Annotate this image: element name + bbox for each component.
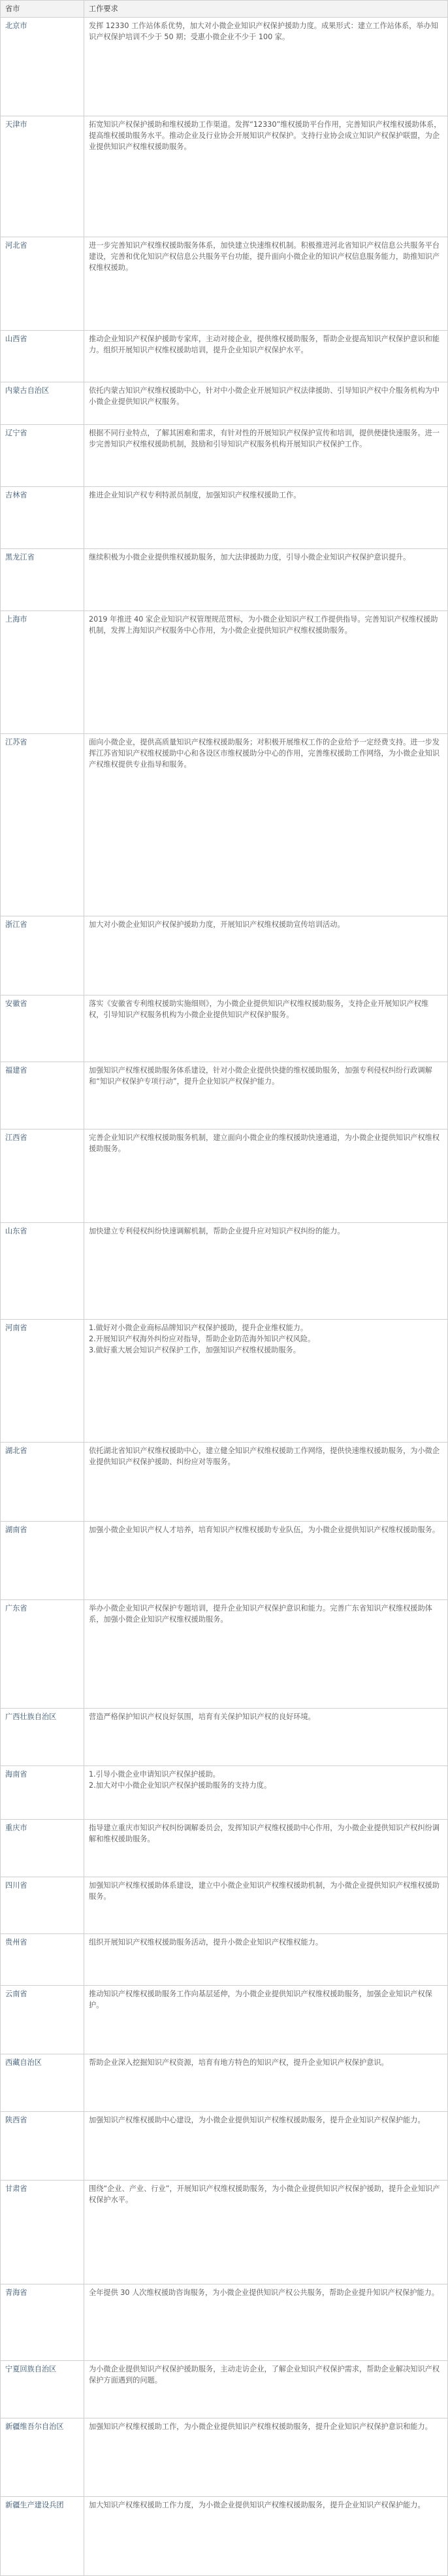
requirement-cell — [84, 1222, 448, 1319]
table-row — [1, 1709, 448, 1765]
requirement-cell — [84, 995, 448, 1062]
region-cell: 河北省 — [1, 237, 84, 331]
header-requirement: 工作要求 — [84, 1, 448, 18]
table-row — [1, 1062, 448, 1129]
requirement-text: 拓宽知识产权保护援助和维权援助工作渠道。发挥“12330”维权援助平台作用，完善知识产权维权援助体系，提高维权援助服务水平。推动企业及行业协会开展知识产权保护。支持行业协会成立知识产权保护联盟，为企业提供知识产权维权援助服务。 — [89, 120, 441, 151]
table-row — [1, 1319, 448, 1442]
table-row — [1, 424, 448, 486]
requirement-text: 举办小微企业知识产权保护专题培训，提升企业知识产权保护意识和能力。完善广东省知识产权维权援助体系，加强小微企业知识产权维权援助服务。 — [89, 1604, 432, 1624]
requirement-cell — [84, 18, 448, 116]
requirement-cell — [84, 116, 448, 237]
requirement-text: 围绕“企业、产业、行业”，开展知识产权维权援助服务，为小微企业提供知识产权保护援助，提升企业知识产权保护水平。 — [89, 2184, 440, 2205]
requirement-text: 落实《安徽省专利维权援助实施细则》，为小微企业提供知识产权维权援助服务，支持企业开展知识产权维权，引导知识产权服务机构为小微企业提供知识产权保护服务。 — [89, 999, 429, 1019]
table-row — [1, 2497, 448, 2576]
table-row — [1, 611, 448, 733]
table-row — [1, 2111, 448, 2181]
table-row — [1, 382, 448, 424]
table-row — [1, 1129, 448, 1222]
requirement-cell — [84, 1319, 448, 1442]
table-row — [1, 18, 448, 116]
region-cell: 新疆生产建设兵团 — [1, 2497, 84, 2576]
region-cell: 湖北省 — [1, 1443, 84, 1522]
region-cell: 广西壮族自治区 — [1, 1709, 84, 1765]
table-row — [1, 2181, 448, 2284]
region-cell: 福建省 — [1, 1062, 84, 1129]
requirement-text: 组织开展知识产权维权援助服务活动，提升小微企业知识产权维权能力。 — [89, 1938, 323, 1947]
table-row — [1, 2054, 448, 2111]
requirement-cell — [84, 734, 448, 916]
requirement-text: 加强小微企业知识产权人才培养，培育知识产权维权援助专业队伍，为小微企业提供知识产权维权援助服务。 — [89, 1525, 440, 1534]
table-row — [1, 1877, 448, 1933]
requirement-cell — [84, 486, 448, 548]
region-cell: 西藏自治区 — [1, 2054, 84, 2111]
table-row — [1, 1600, 448, 1709]
region-cell: 河南省 — [1, 1319, 84, 1442]
requirement-cell — [84, 382, 448, 424]
region-cell: 上海市 — [1, 611, 84, 733]
requirement-cell — [84, 1934, 448, 1985]
region-cell: 广东省 — [1, 1600, 84, 1709]
region-cell: 山东省 — [1, 1222, 84, 1319]
requirement-cell — [84, 2361, 448, 2418]
region-cell: 青海省 — [1, 2284, 84, 2361]
requirement-text: 根据不同行业特点，了解其困难和需求，有针对性的开展知识产权保护宣传和培训，提供便捷快速服务。进一步完善知识产权维权援助机制，鼓励和引导知识产权服务机构开展知识产权保护工作。 — [89, 428, 440, 448]
region-cell: 天津市 — [1, 116, 84, 237]
region-cell: 四川省 — [1, 1877, 84, 1933]
table-row — [1, 1820, 448, 1877]
header-region: 省市 — [1, 1, 84, 18]
region-cell: 江西省 — [1, 1129, 84, 1222]
requirement-text: 2.开展知识产权海外纠纷应对指导，帮助企业防范海外知识产权风险。 — [89, 1334, 315, 1343]
table-row — [1, 116, 448, 237]
requirement-cell — [84, 1600, 448, 1709]
requirement-text: 1.做好对小微企业商标品牌知识产权保护援助，提升企业维权能力。 — [89, 1323, 308, 1332]
requirement-cell — [84, 331, 448, 382]
region-cell: 甘肃省 — [1, 2181, 84, 2284]
requirement-cell — [84, 611, 448, 733]
requirement-text: 完善企业知识产权维权援助服务机制，建立面向小微企业的维权援助快速通道，为小微企业提供知识产权维权援助服务。 — [89, 1133, 440, 1153]
requirement-cell — [84, 916, 448, 995]
table-row — [1, 1443, 448, 1522]
requirement-cell — [84, 1765, 448, 1820]
region-cell: 黑龙江省 — [1, 548, 84, 611]
region-cell: 江苏省 — [1, 734, 84, 916]
requirement-cell — [84, 1062, 448, 1129]
requirement-text: 加大知识产权维权援助工作力度，为小微企业提供知识产权维权援助服务，提升企业知识产权保护能力。 — [89, 2501, 425, 2510]
requirement-text: 1.引导小微企业申请知识产权保护援助。 — [89, 1769, 220, 1779]
requirement-cell — [84, 1443, 448, 1522]
requirement-cell — [84, 2418, 448, 2497]
requirement-text: 加强知识产权维权援助工作，为小微企业提供知识产权维权援助服务，提升企业知识产权保护意识和能力。 — [89, 2422, 432, 2431]
requirement-text: 面向小微企业，提供高质量知识产权维权援助服务；对积极开展维权工作的企业给予一定经费支持。进一步发挥江苏省知识产权维权援助中心和各设区市维权援助分中心的作用，完善维权援助工作网络，为小微企业知识产权维权提供专业指导和服务。 — [89, 738, 440, 769]
requirement-cell — [84, 424, 448, 486]
table-row — [1, 2361, 448, 2418]
region-cell: 重庆市 — [1, 1820, 84, 1877]
requirement-cell — [84, 1820, 448, 1877]
requirement-cell — [84, 1877, 448, 1933]
region-cell: 山西省 — [1, 331, 84, 382]
table-row — [1, 2284, 448, 2361]
table-row — [1, 2418, 448, 2497]
requirement-cell — [84, 2181, 448, 2284]
region-cell: 陕西省 — [1, 2111, 84, 2181]
table-row — [1, 548, 448, 611]
requirement-text: 指导建立重庆市知识产权纠纷调解委员会，发挥知识产权维权援助中心作用，为小微企业提供知识产权纠纷调解和维权援助服务。 — [89, 1824, 440, 1844]
region-cell: 吉林省 — [1, 486, 84, 548]
requirement-cell — [84, 548, 448, 611]
requirement-text: 3.做好重大展会知识产权保护工作，加强知识产权维权援助服务。 — [89, 1345, 300, 1354]
requirement-text: 帮助企业深入挖掘知识产权资源，培育有地方特色的知识产权，提升企业知识产权保护意识。 — [89, 2058, 389, 2067]
requirement-text: 依托内蒙古知识产权维权援助中心，针对中小微企业开展知识产权法律援助、引导知识产权中介服务机构为中小微企业提供知识产权服务。 — [89, 386, 440, 406]
region-cell: 云南省 — [1, 1985, 84, 2054]
requirement-text: 加强知识产权维权援助中心建设，为小微企业提供知识产权维权援助服务，提升企业知识产权保护能力。 — [89, 2115, 425, 2124]
region-cell: 贵州省 — [1, 1934, 84, 1985]
requirement-text: 加强知识产权维权援助服务体系建设，针对小微企业提供快捷的维权援助服务，加强专利侵权纠纷行政调解和“知识产权保护专项行动”，提升企业知识产权保护能力。 — [89, 1066, 432, 1086]
requirement-text: 推动企业知识产权保护援助专家库，主动对接企业，提供维权援助服务，帮助企业提高知识产权保护意识和能力。组织开展知识产权维权援助培训，提升企业知识产权保护水平。 — [89, 335, 440, 355]
table-row — [1, 1521, 448, 1600]
requirement-text: 继续积极为小微企业提供维权援助服务，加大法律援助力度，引导小微企业知识产权保护意识提升。 — [89, 552, 411, 561]
table-row — [1, 237, 448, 331]
table-row — [1, 1985, 448, 2054]
table-row — [1, 1934, 448, 1985]
region-cell: 海南省 — [1, 1765, 84, 1820]
requirement-text: 推动知识产权维权援助服务工作向基层延伸，为小微企业提供知识产权维权援助服务，加强企业知识产权保护。 — [89, 1989, 432, 2009]
requirement-text: 加强知识产权维权援助体系建设，建立中小微企业知识产权维权援助机制，为小微企业提供知识产权维权援助服务。 — [89, 1881, 440, 1901]
requirement-cell — [84, 2497, 448, 2576]
requirement-cell — [84, 237, 448, 331]
region-cell: 湖南省 — [1, 1521, 84, 1600]
table-row — [1, 734, 448, 916]
table-header-row — [1, 1, 448, 18]
region-cell: 新疆维吾尔自治区 — [1, 2418, 84, 2497]
table-body — [1, 18, 448, 2576]
requirement-text: 依托湖北省知识产权维权援助中心，建立健全知识产权维权援助工作网络，提供快速维权援助服务，为小微企业提供知识产权保护援助、纠纷应对等服务。 — [89, 1447, 440, 1467]
region-cell: 安徽省 — [1, 995, 84, 1062]
table-row — [1, 486, 448, 548]
requirement-text: 营造严格保护知识产权良好氛围，培育有关保护知识产权的良好环境。 — [89, 1713, 315, 1722]
requirement-text: 推进企业知识产权专利特派员制度，加强知识产权维权援助工作。 — [89, 490, 301, 499]
requirement-text: 为小微企业提供知识产权保护援助服务，主动走访企业，了解企业知识产权保护需求，帮助企业解决知识产权保护方面遇到的问题。 — [89, 2365, 440, 2385]
requirement-cell — [84, 1985, 448, 2054]
requirement-cell — [84, 1129, 448, 1222]
region-cell: 内蒙古自治区 — [1, 382, 84, 424]
requirement-cell — [84, 1709, 448, 1765]
requirement-cell — [84, 2111, 448, 2181]
table-row — [1, 1765, 448, 1820]
requirement-text: 2019 年推进 40 家企业知识产权管理规范贯标，为小微企业知识产权工作提供指导。完善知识产权维权援助机制，发挥上海知识产权服务中心作用，为小微企业提供知识产权维权援助服务。 — [89, 614, 438, 635]
requirement-text: 发挥 12330 工作站体系优势，加大对小微企业知识产权保护援助力度。成果形式：建立工作站体系，举办知识产权保护培训不少于 50 期；受惠小微企业不少于 100 家。 — [89, 22, 438, 41]
requirement-cell — [84, 2284, 448, 2361]
table-row — [1, 995, 448, 1062]
requirement-text: 加快建立专利侵权纠纷快速调解机制，帮助企业提升应对知识产权纠纷的能力。 — [89, 1226, 345, 1235]
table-row — [1, 331, 448, 382]
requirement-text: 加大对小微企业知识产权保护援助力度，开展知识产权维权援助宣传培训活动。 — [89, 920, 345, 929]
requirement-text: 全年提供 30 人次维权援助咨询服务，为小微企业提供知识产权公共服务，帮助企业提升知识产权保护能力。 — [89, 2288, 439, 2297]
region-cell: 辽宁省 — [1, 424, 84, 486]
requirement-text: 进一步完善知识产权维权援助服务体系，加快建立快速维权机制。积极推进河北省知识产权信息公共服务平台建设，完善和优化知识产权信息公共服务平台功能，提升面向小微企业的知识产权信息服务能力，助推知识产权维权援助。 — [89, 241, 440, 273]
region-cell: 北京市 — [1, 18, 84, 116]
region-cell: 宁夏回族自治区 — [1, 2361, 84, 2418]
requirement-cell — [84, 1521, 448, 1600]
table-row — [1, 916, 448, 995]
requirement-text: 2.加大对中小微企业知识产权保护援助服务的支持力度。 — [89, 1781, 272, 1790]
requirement-cell — [84, 2054, 448, 2111]
region-cell: 浙江省 — [1, 916, 84, 995]
table-row — [1, 1222, 448, 1319]
